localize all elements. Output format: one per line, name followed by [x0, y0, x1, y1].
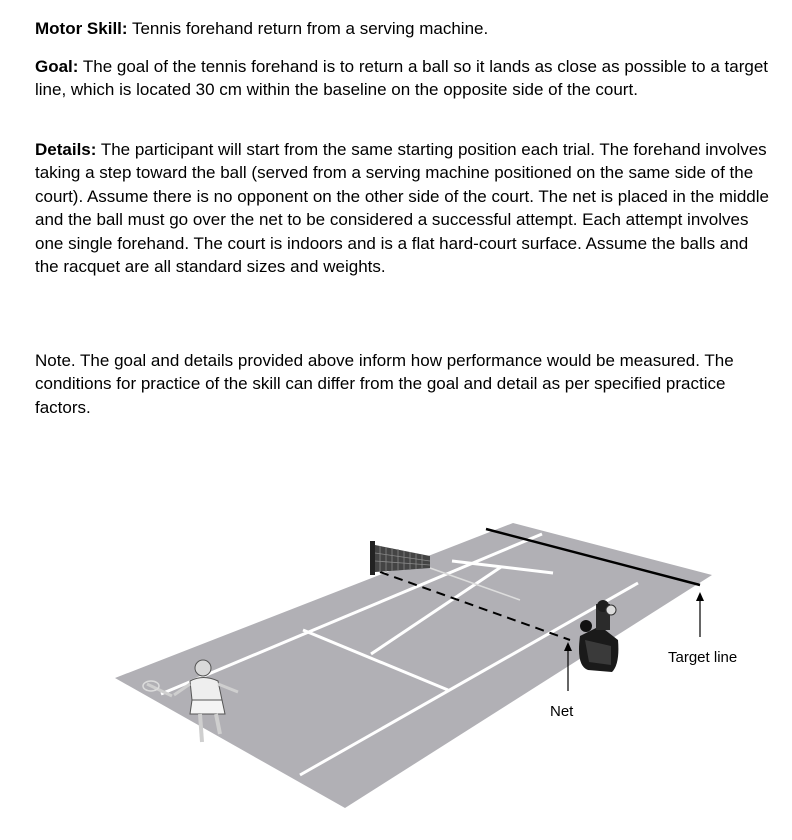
note-paragraph: Note. The goal and details provided above inform how performance would be measured. The conditions for practice of the skill can differ from the goal and detail as per specified practice factors. — [35, 351, 734, 417]
goal-label: Goal: — [35, 57, 79, 76]
target-arrow — [696, 592, 704, 637]
target-line-label: Target line — [668, 649, 738, 666]
motor-skill-text: Tennis forehand return from a serving machine. — [127, 19, 489, 38]
goal-text: The goal of the tennis forehand is to return a ball so it lands as close as possible to a target line, which is located 30 cm within the baseline on the opposite side of the court. — [35, 57, 768, 100]
details-text: The participant will start from the same starting position each trial. The forehand involves taking a step toward the ball (served from a serving machine positioned on the same side of the court). Assume there is no opponent on the other side of the court. The net is placed in the middle and the ball must go over the net to be considered a successful attempt. Each attempt involves one single forehand. The court is indoors and is a flat hard-court surface. Assume the balls and the racquet are all standard sizes and weights. — [35, 140, 769, 277]
net-label: Net — [550, 703, 574, 720]
details-label: Details: — [35, 140, 97, 159]
motor-skill-label: Motor Skill: — [35, 19, 128, 38]
